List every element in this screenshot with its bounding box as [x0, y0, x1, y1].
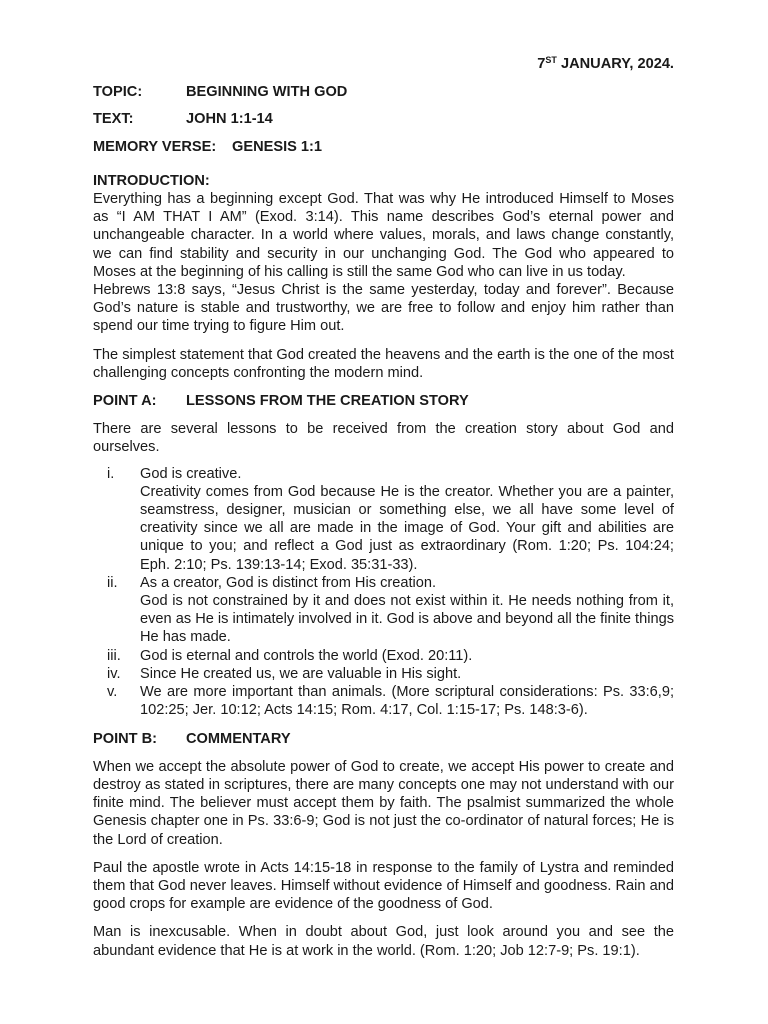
list-item-title: God is creative.	[140, 465, 242, 482]
topic-label: TOPIC:	[93, 84, 143, 101]
date-day: 7	[537, 56, 546, 72]
introduction-paragraph-1: Everything has a beginning except God. That was why He introduced Himself to Moses as “I AM THAT I AM” (Exod. 3:14). This name describes God’s eternal power and unchangeable character. In a world where values, morals, and laws change constantly, we can find stability and security in our unchanging God. The God who appeared to Moses at the beginning of his calling is still the same God who can live in us today.	[93, 191, 674, 280]
introduction-heading: INTRODUCTION:	[93, 172, 210, 189]
list-item-number: iv.	[107, 665, 121, 682]
text-label: TEXT:	[93, 111, 134, 128]
point-b-title: COMMENTARY	[186, 730, 291, 747]
point-b-heading	[93, 730, 674, 748]
topic-value: BEGINNING WITH GOD	[186, 84, 348, 101]
list-item-number: v.	[107, 684, 118, 701]
point-a-title: LESSONS FROM THE CREATION STORY	[186, 393, 469, 410]
point-b-label: POINT B:	[93, 730, 158, 747]
list-item	[93, 647, 674, 665]
date-rest: JANUARY, 2024.	[556, 56, 674, 72]
list-item-title: God is eternal and controls the world (Exod. 20:11).	[140, 647, 473, 664]
lessons-list	[93, 465, 674, 720]
introduction-paragraph-2: Hebrews 13:8 says, “Jesus Christ is the same yesterday, today and forever”. Because God’s nature is stable and trustworthy, we are free to follow and enjoy him rather than spend our time trying to figure Him out.	[93, 282, 674, 335]
list-item-title: Since He created us, we are valuable in His sight.	[140, 665, 462, 682]
list-item-number: iii.	[107, 647, 121, 664]
list-item-text: God is not constrained by it and does not exist within it. He needs nothing from it, even as He is intimately involved in it. God is above and beyond all the finite things He has made.	[140, 593, 674, 646]
text-row	[93, 110, 674, 128]
list-item-number: i.	[107, 465, 115, 482]
document-page	[93, 55, 674, 960]
commentary-paragraph-3: Man is inexcusable. When in doubt about God, just look around you and see the abundant evidence that He is at work in the world. (Rom. 1:20; Job 12:7-9; Ps. 19:1).	[93, 924, 674, 959]
point-a-heading	[93, 392, 674, 410]
memory-verse-value: GENESIS 1:1	[232, 138, 323, 155]
list-item-text: Creativity comes from God because He is the creator. Whether you are a painter, seamstress, designer, musician or something else, we all have some level of creativity since we all are made in the image of God. Your gift and abilities are unique to you; and reflect a God just as extraordinary (Rom. 1:20; Ps. 104:24; Eph. 2:10; Ps. 139:13-14; Exod. 35:31-33).	[140, 483, 674, 573]
list-item-title: We are more important than animals. (More scriptural considerations: Ps. 33:6,9; 102:25; Jer. 10:12; Acts 14:15; Rom. 4:17, Col. 1:15-17; Ps. 148:3-6).	[140, 684, 674, 719]
topic-row	[93, 83, 674, 101]
list-item	[93, 465, 674, 574]
commentary-paragraph-1: When we accept the absolute power of God to create, we accept His power to create and destroy as stated in scriptures, there are many concepts one may not understand with our finite mind. The believer must accept them by faith. The psalmist summarized the whole Genesis chapter one in Ps. 33:6-9; God is not just the co-ordinator of natural forces; He is the Lord of creation.	[93, 758, 674, 848]
date-suffix: ST	[545, 55, 557, 65]
list-item	[93, 683, 674, 719]
point-a-label: POINT A:	[93, 393, 157, 410]
text-value: JOHN 1:1-14	[186, 111, 273, 128]
list-item-number: ii.	[107, 574, 118, 591]
list-item-title: As a creator, God is distinct from His creation.	[140, 574, 437, 591]
date-line	[93, 55, 674, 73]
memory-verse-label: MEMORY VERSE:	[93, 138, 217, 155]
list-item	[93, 665, 674, 683]
introduction-paragraph-3: The simplest statement that God created the heavens and the earth is the one of the most challenging concepts confronting the modern mind.	[93, 346, 674, 381]
list-item	[93, 574, 674, 647]
commentary-paragraph-2: Paul the apostle wrote in Acts 14:15-18 in response to the family of Lystra and reminded them that God never leaves. Himself without evidence of Himself and goodness. Rain and good crops for example are evidence of the goodness of God.	[93, 859, 674, 913]
memory-verse-row	[93, 138, 674, 156]
point-a-intro: There are several lessons to be received from the creation story about God and ourselves.	[93, 421, 674, 456]
